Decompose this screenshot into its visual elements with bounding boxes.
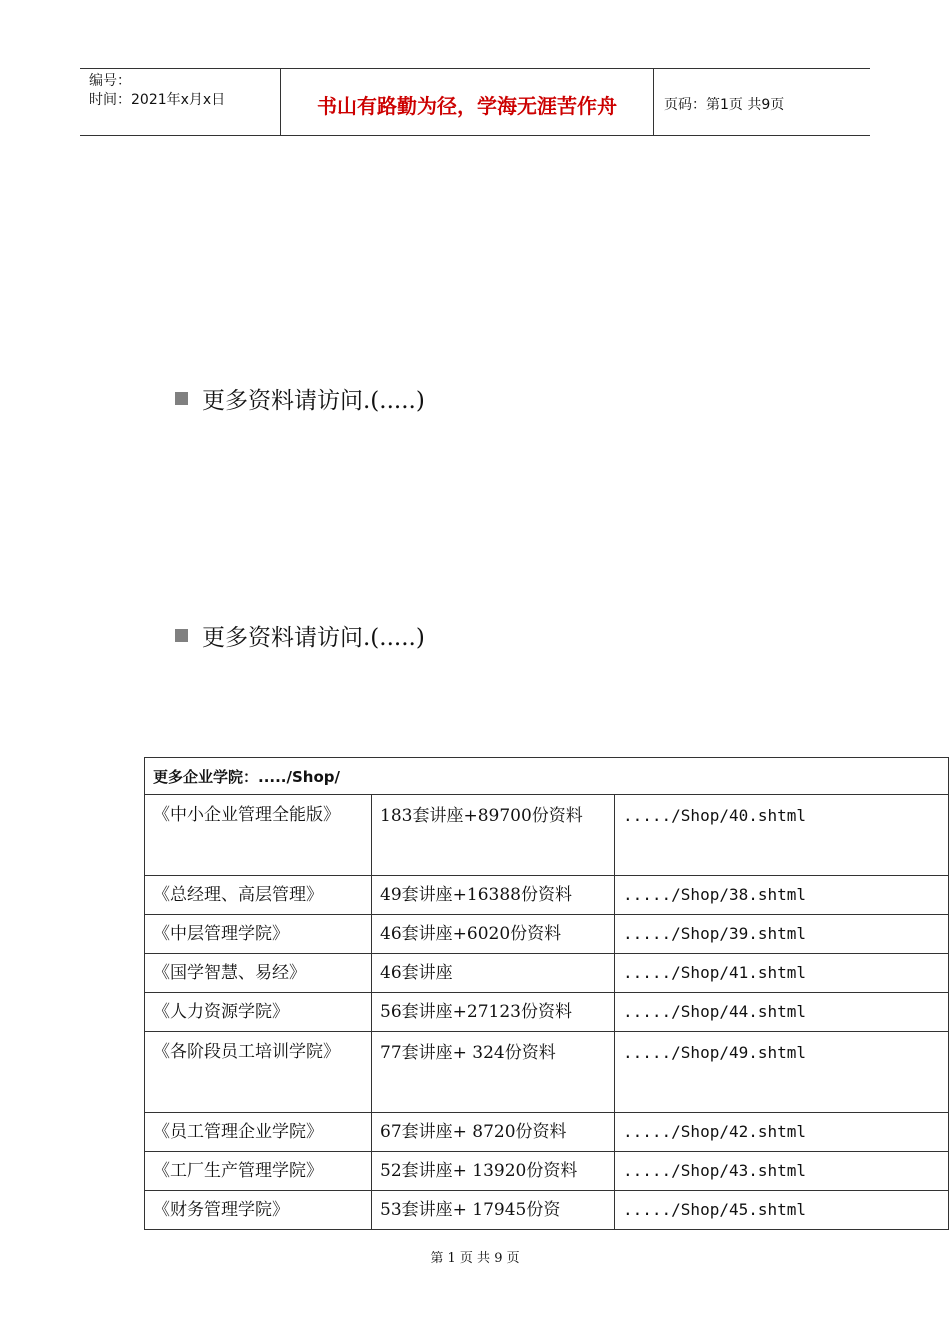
table-row — [145, 1191, 949, 1230]
table-cell-url[interactable]: ...../Shop/40.shtml — [615, 795, 949, 876]
table-cell-name — [145, 1032, 372, 1113]
page-footer: 第 1 页 共 9 页 — [430, 1251, 520, 1266]
table-cell-name: 《中层管理学院》 — [145, 915, 372, 954]
table-cell-desc: 49套讲座+16388份资料 — [372, 876, 615, 915]
square-bullet-icon — [175, 392, 188, 405]
table-cell-url[interactable]: ...../Shop/39.shtml — [615, 915, 949, 954]
header-motto: 书山有路勤为径，学海无涯苦作舟 — [281, 69, 654, 135]
time-label: 时间：2021年x月x日 — [89, 92, 226, 108]
table-cell-desc: 46套讲座 — [372, 954, 615, 993]
shop-table — [144, 757, 949, 1230]
table-cell-name: 《员工管理企业学院》 — [145, 1113, 372, 1152]
bullet-line-2 — [175, 619, 425, 652]
table-cell-desc: 56套讲座+27123份资料 — [372, 993, 615, 1032]
table-cell-desc: 183套讲座+89700份资料 — [372, 795, 615, 876]
table-cell-name: 《工厂生产管理学院》 — [145, 1152, 372, 1191]
header-page-label: 页码：第1页 共9页 — [664, 97, 785, 113]
table-header[interactable]: 更多企业学院：...../Shop/ — [145, 758, 949, 795]
table-cell-url[interactable]: ...../Shop/45.shtml — [615, 1191, 949, 1230]
table-cell-url[interactable]: ...../Shop/49.shtml — [615, 1032, 949, 1113]
table-cell-url[interactable]: ...../Shop/41.shtml — [615, 954, 949, 993]
table-cell-url[interactable]: ...../Shop/42.shtml — [615, 1113, 949, 1152]
table-row — [145, 795, 949, 876]
table-cell-name-text: 《中小企业管理全能版》 — [153, 805, 340, 825]
table-row — [145, 1113, 949, 1152]
table-row — [145, 1152, 949, 1191]
table-cell-url[interactable]: ...../Shop/38.shtml — [615, 876, 949, 915]
table-cell-name: 《人力资源学院》 — [145, 993, 372, 1032]
bullet-text-1[interactable]: 更多资料请访问.(.....) — [202, 388, 425, 414]
square-bullet-icon — [175, 629, 188, 642]
bullet-text-2[interactable]: 更多资料请访问.(.....) — [202, 625, 425, 651]
table-cell-desc: 53套讲座+ 17945份资 — [372, 1191, 615, 1230]
table-cell-name — [145, 795, 372, 876]
table-cell-desc: 46套讲座+6020份资料 — [372, 915, 615, 954]
table-cell-desc: 67套讲座+ 8720份资料 — [372, 1113, 615, 1152]
table-cell-desc: 52套讲座+ 13920份资料 — [372, 1152, 615, 1191]
table-row — [145, 876, 949, 915]
table-cell-url[interactable]: ...../Shop/44.shtml — [615, 993, 949, 1032]
table-row — [145, 993, 949, 1032]
bullet-line-1 — [175, 382, 425, 415]
page-header — [80, 68, 870, 136]
number-label: 编号： — [89, 73, 131, 89]
table-cell-desc: 77套讲座+ 324份资料 — [372, 1032, 615, 1113]
table-row — [145, 915, 949, 954]
table-cell-name: 《国学智慧、易经》 — [145, 954, 372, 993]
table-row — [145, 954, 949, 993]
table-cell-name: 《总经理、高层管理》 — [145, 876, 372, 915]
table-cell-name-text: 《各阶段员工培训学院》 — [153, 1042, 340, 1062]
header-meta — [80, 69, 281, 135]
table-row — [145, 1032, 949, 1113]
table-cell-name: 《财务管理学院》 — [145, 1191, 372, 1230]
table-cell-url[interactable]: ...../Shop/43.shtml — [615, 1152, 949, 1191]
